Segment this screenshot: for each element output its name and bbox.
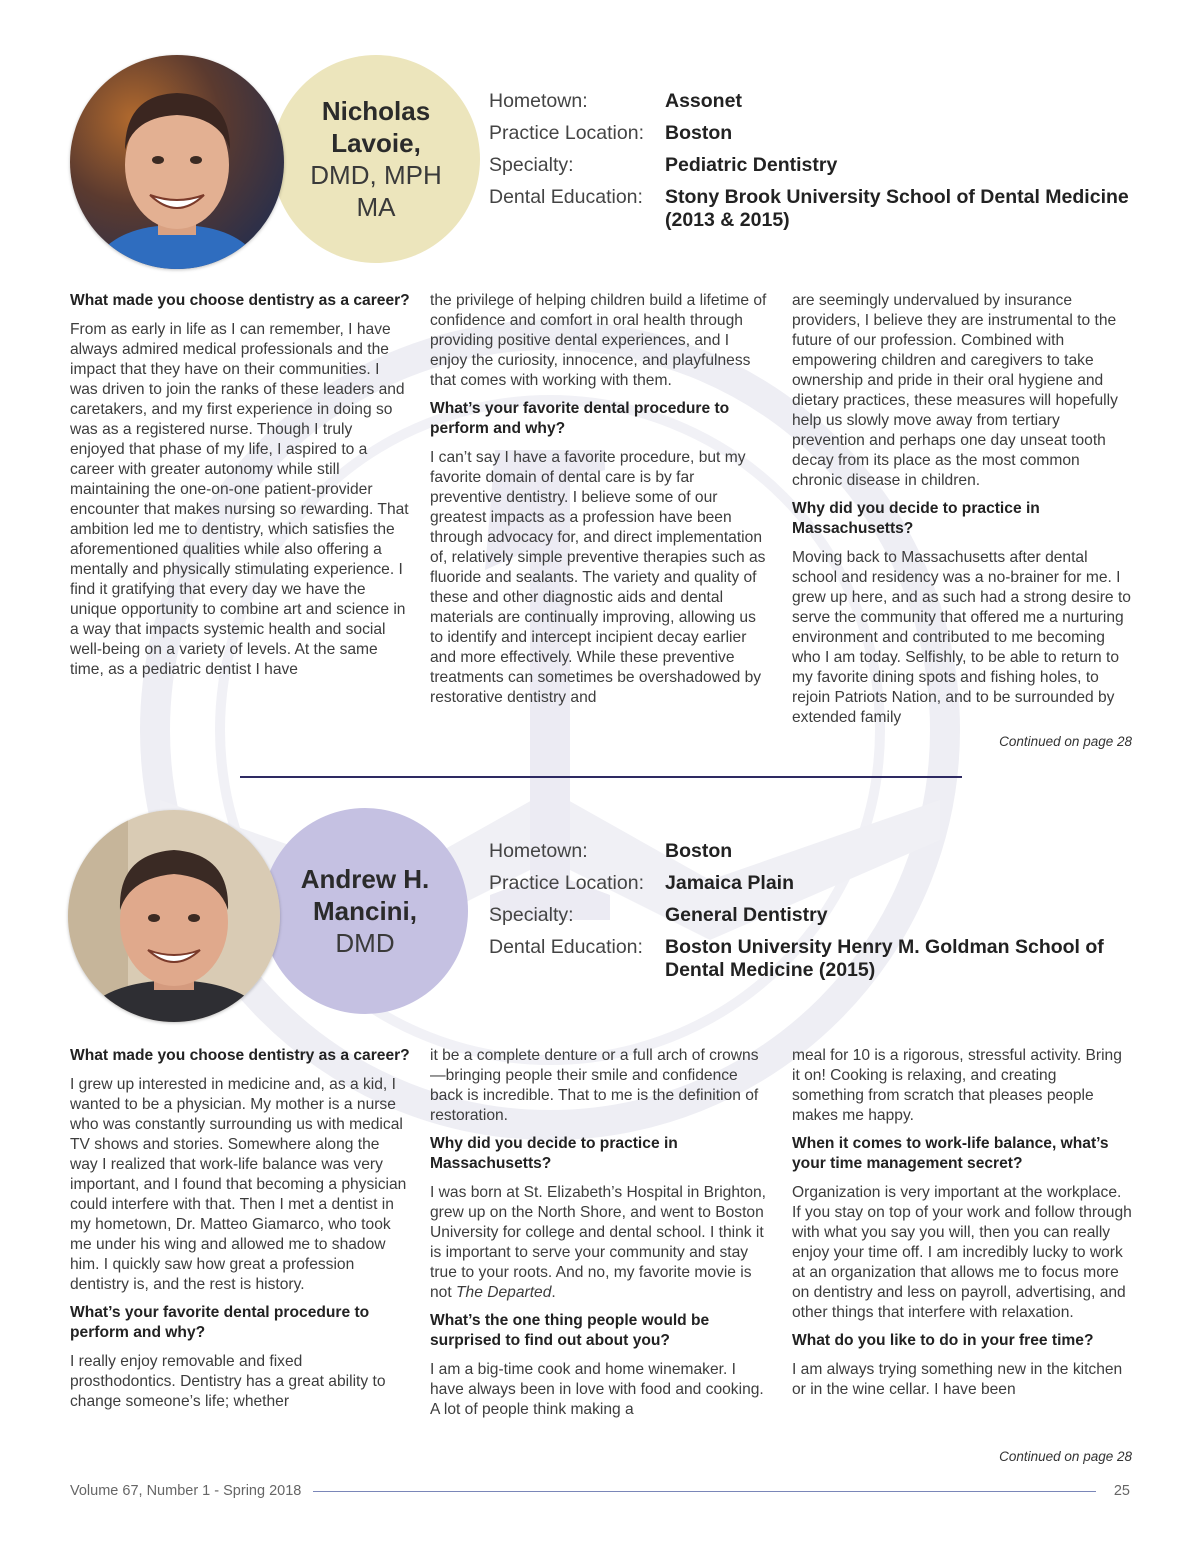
article-column-3: [792, 1046, 1132, 1408]
name-circle: [262, 808, 468, 1014]
article-column-3: [792, 291, 1132, 736]
info-row-dental-education: [489, 936, 1105, 982]
answer-text: are seemingly undervalued by insurance providers, I believe they are instrumental to the future of our profession. Combined with empowering children and caregivers to take ownership and pride in their oral hygiene and dietary practices, these measures will hopefully help us slowly move away from tertiary prevention and perhaps one day unseat tooth decay from its place as the most common chronic disease in children.: [792, 292, 1118, 489]
question-heading: Why did you decide to practice in Massachusetts?: [430, 1135, 678, 1172]
article-column-1: [70, 291, 410, 688]
profile-credentials: DMD: [335, 928, 395, 958]
info-label: Dental Education:: [489, 186, 643, 208]
info-row-specialty: [489, 154, 1135, 177]
movie-title: The Departed: [456, 1284, 552, 1301]
question-heading: What do you like to do in your free time?: [792, 1332, 1094, 1349]
article-column-1: [70, 1046, 410, 1420]
info-label: Hometown:: [489, 90, 588, 112]
answer-text: I am always trying something new in the kitchen or in the wine cellar. I have been: [792, 1361, 1123, 1398]
info-row-specialty: [489, 904, 1105, 927]
profile-info: [489, 90, 1135, 241]
info-label: Specialty:: [489, 154, 574, 176]
page-number: 25: [1113, 1483, 1130, 1499]
issue-label: Volume 67, Number 1 - Spring 2018: [70, 1483, 302, 1499]
question-heading: When it comes to work-life balance, what’s your time management secret?: [792, 1135, 1109, 1172]
info-value: Boston: [665, 840, 733, 862]
article-column-2: [430, 1046, 770, 1428]
info-value: Assonet: [665, 90, 742, 112]
answer-text: meal for 10 is a rigorous, stressful activity. Bring it on! Cooking is relaxing, and creating something from scratch that pleases people makes me happy.: [792, 1047, 1122, 1124]
question-heading: Why did you decide to practice in Massachusetts?: [792, 500, 1040, 537]
info-label: Specialty:: [489, 904, 574, 926]
info-label: Hometown:: [489, 840, 588, 862]
answer-text: I grew up interested in medicine and, as a kid, I wanted to be a physician. My mother is a nurse who was constantly surrounding us with medical TV shows and stories. Somewhere along the way I realized that work-life balance was very important, and I found that becoming a physician could interfere with that. Then I met a dentist in my hometown, Dr. Matteo Giamarco, who took me under his wing and allowed me to shadow him. I quickly saw how great a profession dentistry is, and the rest is history.: [70, 1076, 407, 1293]
answer-text-end: .: [551, 1284, 556, 1301]
section-divider: [240, 776, 962, 778]
info-value: Pediatric Dentistry: [665, 154, 838, 176]
answer-text-part: I was born at St. Elizabeth’s Hospital in Brighton, grew up on the North Shore, and went to Boston University for college and dental school. I think it is important to serve your community and stay true to your roots. And no, my favorite movie is not: [430, 1184, 767, 1301]
answer-text: From as early in life as I can remember, I have always admired medical professionals and the impact that they have on their communities. I was driven to join the ranks of these leaders and caretakers, and my first experience in doing so was as a registered nurse. Though I truly enjoyed that phase of my life, I aspired to a career with greater autonomy while still maintaining the one-on-one patient-provider encounter that makes nursing so rewarding. That ambition led me to dentistry, which satisfies the aforementioned qualities while also offering a mentally and physically stimulating experience. I find it gratifying that every day we have the unique opportunity to combine art and science in a way that impacts systemic health and social well-being on a variety of levels. At the same time, as a pediatric dentist I have: [70, 321, 409, 678]
answer-text: the privilege of helping children build a lifetime of confidence and comfort in oral health through providing positive dental experiences, and I enjoy the curiosity, innocence, and playfulness that comes with working with them.: [430, 292, 767, 389]
profile-name: Andrew H. Mancini,: [300, 864, 430, 926]
continued-note: Continued on page 28: [999, 734, 1132, 749]
answer-text: I really enjoy removable and fixed prosthodontics. Dentistry has a great ability to change someone’s life; whether: [70, 1353, 386, 1410]
info-row-practice-location: [489, 872, 1105, 895]
answer-text: Moving back to Massachusetts after dental school and residency was a no-brainer for me. I grew up here, and as such had a strong desire to serve the community that offered me a nurturing environment and contributed to me becoming who I am today. Selfishly, to be able to return to my favorite dining spots and fishing holes, to rejoin Patriots Nation, and to be surrounded by extended family: [792, 549, 1131, 726]
profile-name: Nicholas Lavoie,: [321, 96, 431, 158]
avatar: [68, 810, 280, 1022]
info-value: General Dentistry: [665, 904, 828, 926]
info-value: Jamaica Plain: [665, 872, 794, 894]
footer-rule: [313, 1491, 1096, 1492]
article-column-2: [430, 291, 770, 716]
info-row-hometown: [489, 840, 1105, 863]
avatar: [70, 55, 284, 269]
info-value: Boston: [665, 122, 733, 144]
info-value: Stony Brook University School of Dental Medicine (2013 & 2015): [665, 186, 1129, 231]
info-label: Practice Location:: [489, 872, 645, 894]
info-value: Boston University Henry M. Goldman School of Dental Medicine (2015): [665, 936, 1104, 981]
info-label: Practice Location:: [489, 122, 645, 144]
profile-credentials: DMD, MPH MA: [310, 160, 442, 222]
question-heading: What made you choose dentistry as a career?: [70, 292, 410, 309]
answer-text: I can’t say I have a favorite procedure, but my favorite domain of dental care is by far preventive dentistry. I believe some of our greatest impacts as a profession have been through advocacy for, and direct implementation of, relatively simple preventive therapies such as fluoride and sealants. The variety and quality of these and other diagnostic aids and dental materials are continually improving, allowing us to identify and intercept incipient decay earlier and more effectively. While these preventive treatments can sometimes be overshadowed by restorative dentistry and: [430, 449, 766, 706]
info-row-dental-education: [489, 186, 1135, 232]
page-footer: [70, 1480, 1130, 1502]
profile-info: [489, 840, 1105, 991]
answer-text: [430, 1183, 770, 1303]
info-row-practice-location: [489, 122, 1135, 145]
answer-text: Organization is very important at the workplace. If you stay on top of your work and follow through with what you say you will, then you can really enjoy your time off. I am incredibly lucky to work at an organization that allows me to focus more on dentistry and less on payroll, advertising, and other things that interfere with relaxation.: [792, 1184, 1132, 1321]
continued-note: Continued on page 28: [999, 1449, 1132, 1464]
info-row-hometown: [489, 90, 1135, 113]
answer-text: I am a big-time cook and home winemaker. I have always been in love with food and cooking. A lot of people think making a: [430, 1361, 764, 1418]
name-circle: [272, 55, 480, 263]
answer-text: it be a complete denture or a full arch of crowns—bringing people their smile and confidence back is incredible. That to me is the definition of restoration.: [430, 1047, 759, 1124]
question-heading: What’s your favorite dental procedure to perform and why?: [430, 400, 730, 437]
question-heading: What made you choose dentistry as a career?: [70, 1047, 410, 1064]
question-heading: What’s your favorite dental procedure to perform and why?: [70, 1304, 370, 1341]
question-heading: What’s the one thing people would be surprised to find out about you?: [430, 1312, 710, 1349]
info-label: Dental Education:: [489, 936, 643, 958]
